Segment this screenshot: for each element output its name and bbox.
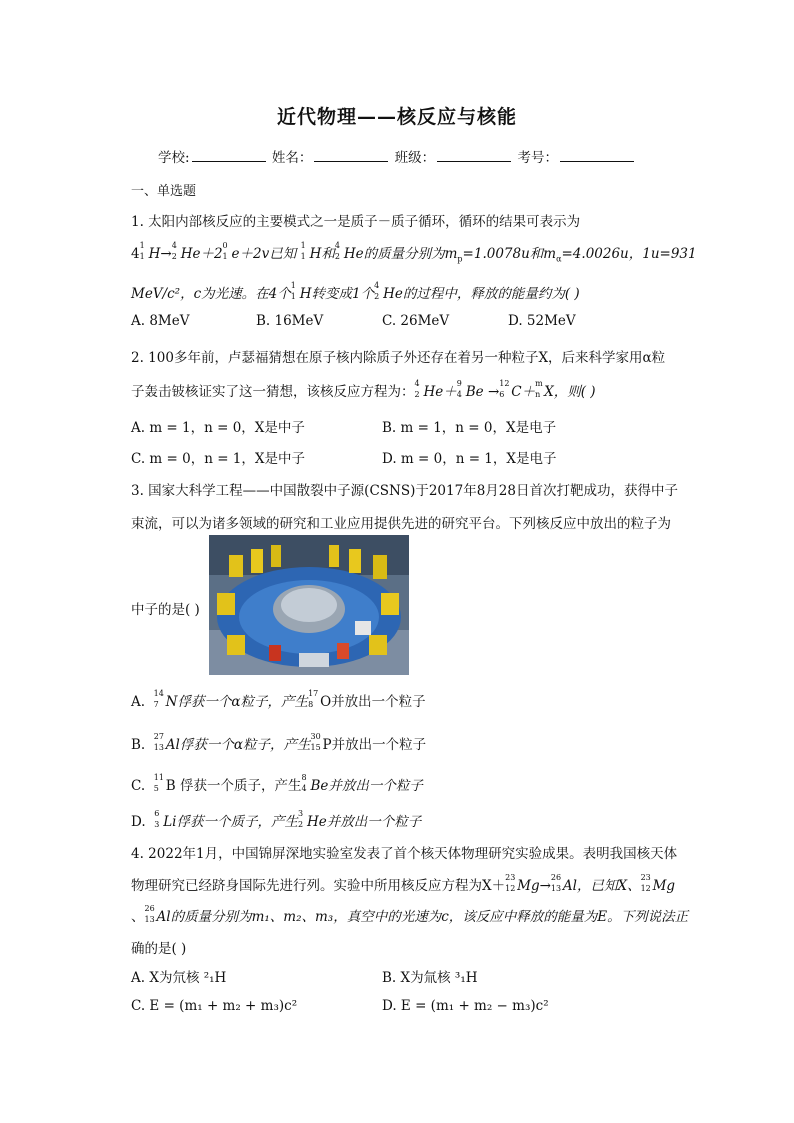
class-blank[interactable] bbox=[437, 149, 511, 162]
school-blank[interactable] bbox=[192, 149, 266, 162]
q1-option-a[interactable]: A. 8MeV bbox=[131, 313, 190, 329]
q1-line3: MeV/c²，c为光速。在4个 1 1 H转变成1个 4 2 He的过程中，释放的能量约为( ) bbox=[131, 280, 580, 302]
school-label: 学校: bbox=[158, 150, 190, 166]
q4-line2: 物理研究已经跻身国际先进行列。实验中所用核反应方程为X＋ 23 12 Mg→ 26 13 Al，已知X、 23 12 Mg bbox=[131, 872, 676, 894]
q4-option-d[interactable]: D. E = (m₁ + m₂ − m₃)c² bbox=[382, 998, 549, 1014]
exam-number-blank[interactable] bbox=[560, 149, 634, 162]
q1-option-d[interactable]: D. 52MeV bbox=[508, 313, 576, 329]
q2-option-c[interactable]: C. m = 0，n = 1，X是中子 bbox=[131, 451, 306, 467]
q3-option-d[interactable]: D. 6 3 Li俘获一个质子，产生 3 2 He并放出一个粒子 bbox=[131, 808, 422, 830]
q2-option-d[interactable]: D. m = 0，n = 1，X是电子 bbox=[382, 451, 557, 467]
q3-line2: 束流，可以为诸多领域的研究和工业应用提供先进的研究平台。下列核反应中放出的粒子为 bbox=[131, 516, 671, 532]
student-info-row bbox=[0, 146, 794, 166]
q3-line1: 3. 国家大科学工程——中国散裂中子源(CSNS)于2017年8月28日首次打靶成功，获得中子 bbox=[131, 483, 678, 499]
name-blank[interactable] bbox=[314, 149, 388, 162]
class-label: 班级： bbox=[394, 150, 436, 166]
name-label: 姓名： bbox=[271, 150, 313, 166]
q1-line1: 1. 太阳内部核反应的主要模式之一是质子－质子循环，循环的结果可表示为 bbox=[131, 214, 581, 230]
q3-option-c[interactable]: C. 11 5 B 俘获一个质子，产生 8 4 Be并放出一个粒子 bbox=[131, 772, 423, 794]
q2-line1: 2. 100多年前，卢瑟福猜想在原子核内除质子外还存在着另一种粒子X，后来科学家用α粒 bbox=[131, 350, 666, 366]
q3-line3: 中子的是( ) bbox=[131, 602, 200, 618]
page-title: 近代物理——核反应与核能 bbox=[276, 106, 517, 128]
q2-option-a[interactable]: A. m = 1，n = 0，X是中子 bbox=[131, 420, 305, 436]
q1-line2: 4 1 1 H→ 4 2 He＋2 0 1 e＋2v已知 1 1 H和 4 2 He的质量分别为$m_p=1.0078u$和$m_\alpha=4.0026u$，1u=931 bbox=[131, 240, 697, 264]
neutron-source-image bbox=[209, 535, 409, 675]
q3-option-a[interactable]: A. 14 7 N俘获一个α粒子，产生 17 8 O并放出一个粒子 bbox=[131, 688, 426, 710]
q1-option-c[interactable]: C. 26MeV bbox=[382, 313, 450, 329]
q4-line1: 4. 2022年1月，中国锦屏深地实验室发表了首个核天体物理研究实验成果。表明我国核天体 bbox=[131, 846, 678, 862]
q4-line4: 确的是( ) bbox=[131, 941, 187, 957]
exam-number-label: 考号： bbox=[517, 150, 558, 166]
q4-option-c[interactable]: C. E = (m₁ + m₂ + m₃)c² bbox=[131, 998, 298, 1014]
q3-option-b[interactable]: B. 27 13 Al俘获一个α粒子，产生 30 15 P并放出一个粒子 bbox=[131, 731, 427, 753]
neutron-source-photo bbox=[209, 535, 409, 675]
q1-option-b[interactable]: B. 16MeV bbox=[256, 313, 324, 329]
q4-option-a[interactable]: A. X为氘核 ²₁H bbox=[131, 970, 227, 986]
q2-line2: 子轰击铍核证实了这一猜想，该核反应方程为： 4 2 He＋ 9 4 Be → 12 6 C＋ m n X，则( ) bbox=[131, 378, 596, 400]
q4-option-b[interactable]: B. X为氚核 ³₁H bbox=[382, 970, 478, 986]
section-heading: 一、单选题 bbox=[131, 184, 197, 199]
q4-line3: 、 26 13 Al的质量分别为m₁、m₂、m₃，真空中的光速为c，该反应中释放的能量为E。下列说法正 bbox=[131, 903, 689, 925]
q2-option-b[interactable]: B. m = 1，n = 0，X是电子 bbox=[382, 420, 557, 436]
